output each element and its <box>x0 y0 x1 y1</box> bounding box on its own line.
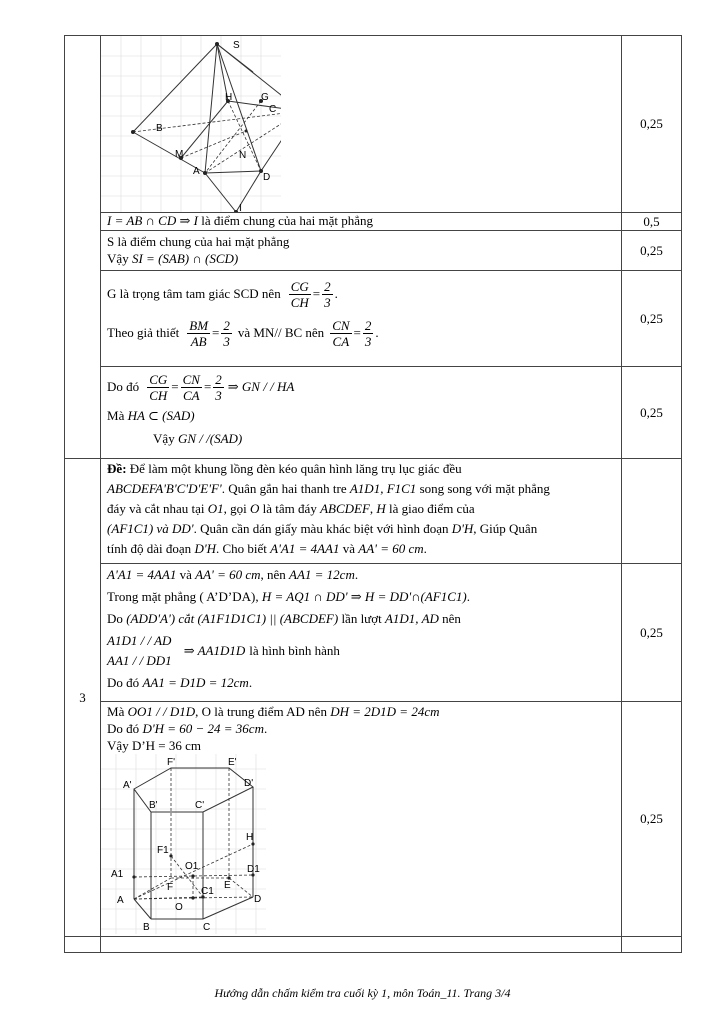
math-parallelogram: ⇒ AA1D1D <box>183 643 246 658</box>
eq: = <box>312 286 321 301</box>
frac-cg-num: CG <box>149 371 168 387</box>
label-A1: A1 <box>111 869 124 880</box>
eq: = <box>212 325 220 340</box>
label-I: I <box>239 203 242 212</box>
text-plane: Trong mặt phẳng ( A’D’DA), <box>107 589 259 604</box>
label-S: S <box>233 40 240 51</box>
math-si: SI = (SAB) ∩ (SCD) <box>131 251 239 266</box>
period: . <box>423 541 427 556</box>
label-A-prime: A' <box>123 780 132 791</box>
label-E-prime: E' <box>228 757 237 768</box>
text-midpoint: , O là trung điểm AD nên <box>195 704 327 719</box>
label-H: H <box>246 832 254 843</box>
text-problem-4-end: , Giúp Quân <box>473 521 538 536</box>
text-do-do: Do đó <box>107 675 140 690</box>
math-a1d1-ad: A1D1, AD <box>384 611 439 626</box>
frac-2-num: 2 <box>223 317 230 333</box>
frac-cn-den: CA <box>332 333 350 349</box>
text-problem-2: . Quân gắn hai thanh tre <box>221 481 347 496</box>
text-vay: Vậy <box>107 251 132 266</box>
math-dh: D'H <box>194 541 216 556</box>
math-o: O <box>250 501 260 516</box>
frac-3-den: 3 <box>215 387 222 403</box>
row-conclusion-gn <box>65 367 682 459</box>
text-do-do: Do đó <box>107 379 140 394</box>
math-oo1: OO1 / / D1D <box>127 704 196 719</box>
text-va: và <box>342 541 356 556</box>
math-h: H <box>376 501 386 516</box>
text-va: và <box>176 567 196 582</box>
text-mn-bc: và MN// BC nên <box>237 325 325 340</box>
frac-cn-num: CN <box>182 371 200 387</box>
score-cell: 0,5 <box>621 213 681 231</box>
text-problem-1: Để làm một khung lồng đèn kéo quân hình lăng trụ lục giác đều <box>126 461 462 476</box>
text-problem-4: . Quân cần dán giấy màu khác biệt với hình đoạn <box>193 521 449 536</box>
text-common-point: là điểm chung của hai mặt phẳng <box>197 213 374 228</box>
empty-cell <box>65 937 101 953</box>
pyramid-figure <box>101 36 281 212</box>
math-intersection: I = AB ∩ CD ⇒ I <box>107 213 198 228</box>
eq: = <box>171 379 179 394</box>
empty-cell <box>621 937 681 953</box>
frac-2-num: 2 <box>364 317 372 333</box>
label-de: Đề: <box>107 461 127 476</box>
math-abcdef: ABCDEF <box>320 501 370 516</box>
row-si <box>65 231 682 271</box>
label-C-prime: C' <box>195 800 205 811</box>
eq: = <box>353 325 361 340</box>
text-problem-2-end: song song với mặt phẳng <box>416 481 550 496</box>
label-D: D <box>263 172 271 183</box>
question-number-cell-top <box>65 36 101 459</box>
label-F-prime: F' <box>167 757 176 768</box>
text-ma: Mà <box>107 408 125 423</box>
label-C: C <box>203 922 211 933</box>
label-O1: O1 <box>185 861 199 872</box>
math-dh-36: D'H = 60 − 24 = 36cm <box>142 721 264 736</box>
math-prism: ABCDEFA'B'C'D'E'F' <box>107 481 222 496</box>
row-problem <box>65 459 682 564</box>
text-problem-5: tính độ dài đoạn <box>107 541 192 556</box>
label-D1: D1 <box>247 864 260 875</box>
math-h-def: H = AQ1 ∩ DD' ⇒ H = DD'∩(AF1C1) <box>261 589 467 604</box>
label-B-prime: B' <box>149 800 158 811</box>
math-gn-ha: ⇒ GN / / HA <box>227 379 295 394</box>
row-solution-1 <box>65 564 682 702</box>
text-center: là tâm đáy <box>262 501 317 516</box>
math-rods: A1D1, F1C1 <box>349 481 417 496</box>
text-goi: , gọi <box>223 501 247 516</box>
prism-figure <box>101 754 266 934</box>
frac-2-num: 2 <box>215 371 222 387</box>
score-cell: 0,25 <box>621 36 681 213</box>
label-N: N <box>239 150 247 161</box>
period: . <box>354 567 359 582</box>
score-cell: 0,25 <box>621 271 681 367</box>
row-figure-pyramid <box>65 36 682 213</box>
math-aa-60: AA' = 60 cm <box>358 541 424 556</box>
row-empty <box>65 937 682 953</box>
math-a1-ratio: A'A1 = 4AA1 <box>107 567 177 582</box>
frac-2-num: 2 <box>324 278 331 294</box>
label-D: D <box>254 894 262 905</box>
score-cell: 0,25 <box>621 231 681 271</box>
text-intersection: là giao điểm của <box>389 501 475 516</box>
math-a1d1-par: A1D1 / / AD <box>107 633 172 648</box>
page-footer: Hướng dẫn chấm kiểm tra cuối kỳ 1, môn Toán_11. Trang 3/4 <box>214 986 511 1000</box>
text-s-common: S là điểm chung của hai mặt phẳng <box>107 234 290 249</box>
grading-table <box>64 35 682 953</box>
label-B: B <box>156 123 163 134</box>
frac-3-den: 3 <box>223 333 230 349</box>
period: . <box>263 721 268 736</box>
label-O: O <box>175 902 183 913</box>
frac-bm-num: BM <box>189 317 209 333</box>
frac-3-den: 3 <box>324 294 331 310</box>
text-given: . Cho biết <box>216 541 267 556</box>
text-do-do: Do đó <box>107 721 140 736</box>
math-aa-60: AA' = 60 cm <box>195 567 261 582</box>
score-cell: 0,25 <box>621 702 681 937</box>
math-aa1-par: AA1 / / DD1 <box>107 653 172 668</box>
math-gn-sad: GN / /(SAD) <box>177 431 243 446</box>
frac-ca-den: CA <box>182 387 200 403</box>
math-dh-24: DH = 2D1D = 24cm <box>330 704 440 719</box>
text-nen: nên <box>442 611 461 626</box>
math-o1: O1 <box>207 501 224 516</box>
text-parallelogram: là hình bình hành <box>249 643 340 658</box>
label-B: B <box>143 922 150 933</box>
label-G: G <box>261 92 269 103</box>
frac-cg-den: CH <box>290 294 309 310</box>
label-E: E <box>224 880 231 891</box>
comma: , <box>369 501 374 516</box>
label-C: C <box>269 104 277 115</box>
period: . <box>334 286 338 301</box>
frac-cg-den: CH <box>149 387 168 403</box>
math-ha-sad: HA ⊂ (SAD) <box>127 408 195 423</box>
math-planes: (ADD'A') cắt (A1F1D1C1) || (ABCDEF) <box>126 611 339 626</box>
period: . <box>375 325 379 340</box>
label-C1: C1 <box>201 886 214 897</box>
frac-cn-num: CN <box>332 317 350 333</box>
period: . <box>466 589 471 604</box>
math-dh: D'H <box>451 521 474 536</box>
row-intersection <box>65 213 682 231</box>
label-F: F <box>167 882 174 893</box>
text-centroid: G là trọng tâm tam giác SCD nên <box>107 286 281 301</box>
row-ratios <box>65 271 682 367</box>
label-H: H <box>225 92 233 103</box>
frac-bm-den: AB <box>190 333 207 349</box>
math-af1c1-dd: (AF1C1) và DD' <box>107 521 194 536</box>
math-aa1-d1d: AA1 = D1D = 12cm <box>142 675 249 690</box>
period: . <box>248 675 253 690</box>
math-aa1-12: AA1 = 12cm <box>289 567 355 582</box>
label-F1: F1 <box>157 845 169 856</box>
row-solution-2 <box>65 702 682 937</box>
frac-cg-num: CG <box>290 278 309 294</box>
text-vay: Vậy <box>153 431 175 446</box>
label-A: A <box>117 895 124 906</box>
figure-cell <box>101 36 622 213</box>
label-A: A <box>193 166 200 177</box>
score-cell-empty <box>621 459 681 564</box>
eq: = <box>203 379 212 394</box>
text-result: Vậy D’H = 36 cm <box>107 738 202 753</box>
text-assumption: Theo giả thiết <box>107 325 180 340</box>
question-number-cell: 3 <box>65 459 101 937</box>
empty-cell <box>101 937 622 953</box>
text-problem-3: đáy và cắt nhau tại <box>107 501 205 516</box>
score-cell: 0,25 <box>621 564 681 702</box>
text-ma: Mà <box>107 704 125 719</box>
math-a1-ratio: A'A1 = 4AA1 <box>270 541 340 556</box>
text-luot: lần lượt <box>341 611 382 626</box>
frac-3-den: 3 <box>364 333 372 349</box>
text-nen: , nên <box>260 567 290 582</box>
text-do: Do <box>107 611 123 626</box>
score-cell: 0,25 <box>621 367 681 459</box>
label-M: M <box>175 149 184 160</box>
label-D-prime: D' <box>244 778 254 789</box>
